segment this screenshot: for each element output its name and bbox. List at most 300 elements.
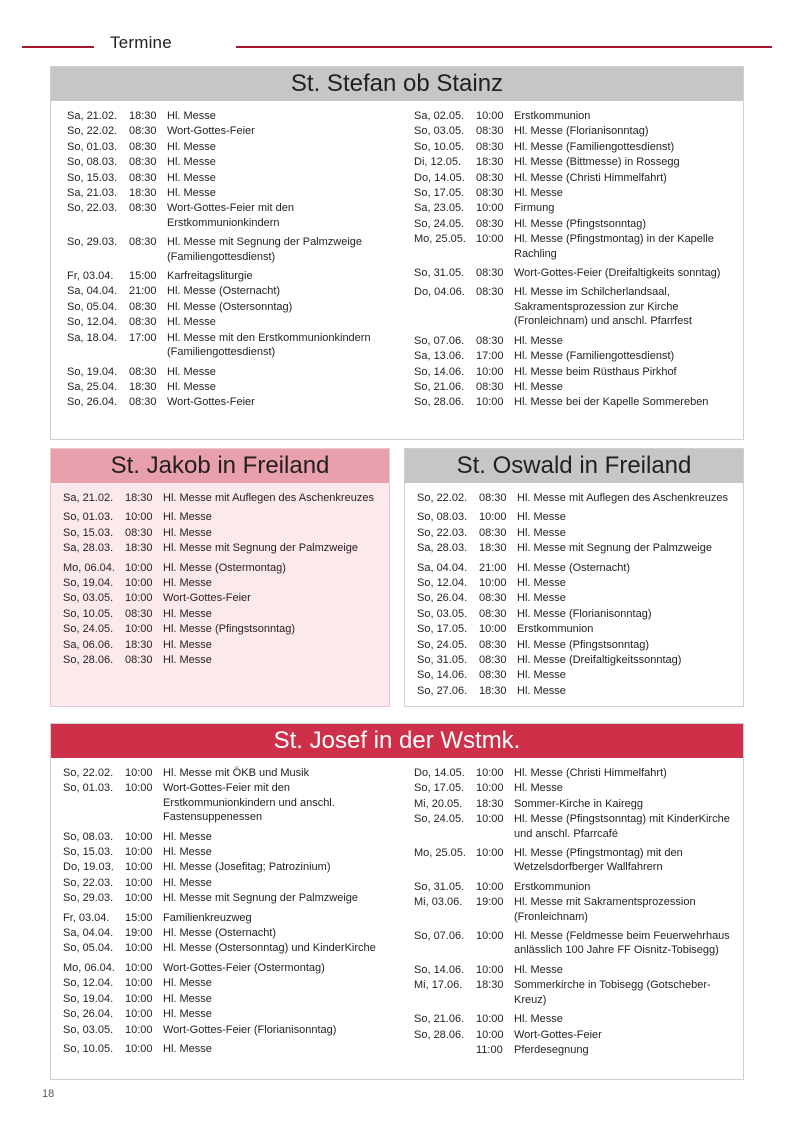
entry-date: So, 17.05. [414, 782, 465, 795]
entry-description: Hl. Messe [517, 669, 566, 682]
entry-description: Hl. Messe [167, 365, 216, 378]
entry-time: 08:30 [479, 592, 507, 605]
schedule-row [417, 557, 743, 576]
entry-time: 08:30 [476, 286, 504, 299]
entry-date: So, 27.06. [417, 684, 468, 697]
entry-time: 10:00 [479, 623, 507, 636]
schedule-row [414, 262, 743, 281]
entry-date: Sa, 13.06. [414, 350, 465, 363]
entry-date: So, 07.06. [414, 930, 465, 943]
entry-time: 11:00 [476, 1043, 503, 1056]
entry-time: 10:00 [476, 1028, 504, 1041]
schedule-row [63, 781, 396, 825]
schedule-row [414, 895, 743, 925]
schedule-row [63, 1023, 396, 1038]
entry-description: Hl. Messe [514, 963, 563, 976]
entry-description: Hl. Messe (Osternacht) [167, 285, 281, 298]
entry-date: Mi, 20.05. [414, 797, 463, 810]
schedule-row [414, 155, 743, 170]
header-rule-left [22, 46, 94, 48]
entry-description: Hl. Messe [167, 380, 216, 393]
entry-description: Hl. Messe [167, 140, 216, 153]
schedule-row [417, 491, 743, 506]
schedule-row [417, 622, 743, 637]
entry-date [414, 1043, 476, 1058]
entry-date: So, 03.05. [63, 592, 114, 605]
column-left [51, 109, 396, 411]
entry-description: Hl. Messe [167, 110, 216, 122]
entry-date: Sa, 04.04. [63, 927, 114, 940]
entry-date: So, 29.03. [67, 236, 118, 249]
entry-date: So, 03.05. [63, 1023, 114, 1036]
entry-time: 08:30 [125, 654, 153, 667]
entry-date: Sa, 21.02. [67, 110, 118, 122]
entry-description: Hl. Messe [167, 171, 216, 184]
entry-date: Sa, 21.03. [67, 187, 118, 200]
entry-date: So, 10.05. [63, 607, 114, 620]
entry-date: So, 10.05. [63, 1042, 114, 1055]
entry-date: So, 28.06. [63, 654, 114, 667]
entry-time: 10:00 [125, 992, 153, 1005]
schedule-table [414, 109, 743, 411]
schedule-row [67, 284, 396, 299]
entry-date: So, 19.04. [67, 365, 118, 378]
entry-date: So, 14.06. [414, 963, 465, 976]
entry-time: 18:30 [476, 797, 504, 810]
entry-time: 08:30 [129, 202, 157, 215]
entry-date: So, 15.03. [67, 171, 118, 184]
entry-description: Hl. Messe mit Auflegen des Aschenkreuzes [163, 492, 374, 504]
entry-date: So, 15.03. [63, 526, 114, 539]
entry-description: Hl. Messe mit Sakramentsprozession (Fronleichnam) [514, 896, 696, 923]
entry-time: 08:30 [125, 607, 153, 620]
column-right [396, 109, 743, 411]
entry-date: So, 08.03. [67, 156, 118, 169]
entry-description: Sommerkirche in Tobisegg (Gotscheber-Kreuz) [514, 979, 711, 1006]
entry-description: Wort-Gottes-Feier (Dreifaltigkeits sonntag) [514, 267, 721, 280]
entry-description: Wort-Gottes-Feier [167, 396, 255, 409]
entry-description: Hl. Messe (Familiengottesdienst) [514, 350, 675, 363]
entry-description: Wort-Gottes-Feier mit den Erstkommunionkindern und anschl. Fastensuppenessen [163, 782, 335, 824]
entry-description: Hl. Messe (Florianisonntag) [517, 607, 652, 620]
entry-time: 08:30 [129, 365, 157, 378]
entry-time: 08:30 [129, 156, 157, 169]
entry-description: Hl. Messe [514, 334, 563, 347]
section-st-jakob [50, 448, 390, 707]
entry-description: Erstkommunion [514, 110, 591, 122]
entry-time: 08:30 [129, 396, 157, 409]
entry-date: Sa, 02.05. [414, 110, 465, 122]
entry-description: Hl. Messe [517, 592, 566, 605]
entry-date: So, 28.06. [414, 396, 465, 409]
entry-date: Sa, 28.03. [417, 542, 468, 555]
schedule-row [63, 907, 396, 926]
schedule-table [67, 109, 396, 411]
entry-date: Do, 04.06. [414, 286, 465, 299]
schedule-row [63, 591, 389, 606]
entry-time: 18:30 [125, 542, 153, 555]
entry-time: 15:00 [129, 270, 157, 283]
entry-description: Hl. Messe [514, 1013, 563, 1026]
entry-date: Mo, 25.05. [414, 233, 466, 246]
entry-time: 10:00 [125, 561, 153, 574]
schedule-row [414, 365, 743, 380]
entry-description: Pferdesegnung [514, 1043, 589, 1056]
section-title-st-jakob: St. Jakob in Freiland [51, 449, 389, 483]
entry-time: 10:00 [125, 1042, 153, 1055]
schedule-row [67, 395, 396, 410]
entry-date: So, 12.04. [63, 977, 114, 990]
entry-date: Do, 14.05. [414, 767, 465, 779]
entry-description: Wort-Gottes-Feier mit den Erstkommunionkindern [167, 202, 294, 229]
schedule-row [414, 1043, 743, 1058]
entry-time: 10:00 [125, 861, 153, 874]
entry-time: 08:30 [479, 607, 507, 620]
entry-time: 10:00 [476, 110, 504, 122]
entry-time: 08:30 [479, 492, 507, 504]
column-right [396, 766, 743, 1058]
schedule-row [414, 140, 743, 155]
entry-date: So, 17.05. [417, 623, 468, 636]
entry-time: 10:00 [476, 782, 504, 795]
entry-description: Hl. Messe (Christi Himmelfahrt) [514, 171, 667, 184]
entry-description: Hl. Messe [163, 511, 212, 524]
entry-date: So, 22.02. [417, 492, 468, 504]
schedule-row [417, 684, 743, 699]
entry-date: So, 31.05. [414, 880, 465, 893]
section-title-st-stefan: St. Stefan ob Stainz [51, 67, 743, 101]
entry-date: So, 31.05. [414, 267, 465, 280]
schedule-row [414, 380, 743, 395]
entry-description: Hl. Messe [514, 187, 563, 200]
entry-description: Hl. Messe (Pfingstsonntag) [514, 217, 647, 230]
entry-date: Sa, 28.03. [63, 542, 114, 555]
entry-time: 10:00 [476, 963, 504, 976]
entry-description: Hl. Messe [517, 684, 566, 697]
schedule-row [63, 557, 389, 576]
entry-time: 10:00 [125, 577, 153, 590]
entry-date: Sa, 06.06. [63, 638, 114, 651]
entry-time: 18:30 [125, 638, 153, 651]
entry-date: Fr, 03.04. [67, 270, 114, 283]
entry-date: Di, 12.05. [414, 156, 462, 169]
entry-description: Hl. Messe mit Segnung der Palmzweige [163, 542, 359, 555]
section-body-st-oswald [405, 483, 743, 706]
entry-time: 08:30 [476, 380, 504, 393]
schedule-row [417, 653, 743, 668]
entry-description: Hl. Messe beim Rüsthaus Pirkhof [514, 365, 677, 378]
entry-description: Hl. Messe [163, 977, 212, 990]
entry-description: Hl. Messe (Christi Himmelfahrt) [514, 767, 667, 779]
schedule-row [67, 361, 396, 380]
schedule-row [414, 281, 743, 329]
entry-time: 10:00 [125, 623, 153, 636]
column-left [51, 766, 396, 1058]
entry-time: 10:00 [125, 1008, 153, 1021]
entry-description: Hl. Messe mit Segnung der Palmzweige [517, 542, 713, 555]
entry-description: Wort-Gottes-Feier [167, 125, 255, 138]
entry-date: So, 03.05. [414, 125, 465, 138]
schedule-row [414, 171, 743, 186]
entry-description: Hl. Messe (Osternacht) [517, 561, 631, 574]
entry-description: Hl. Messe (Florianisonntag) [514, 125, 649, 138]
entry-time: 08:30 [479, 669, 507, 682]
entry-description: Hl. Messe [517, 526, 566, 539]
entry-date: So, 15.03. [63, 846, 114, 859]
schedule-row [414, 978, 743, 1008]
entry-time: 18:30 [479, 542, 507, 555]
schedule-row [63, 526, 389, 541]
schedule-row [414, 959, 743, 978]
entry-description: Hl. Messe [167, 156, 216, 169]
schedule-row [63, 491, 389, 506]
schedule-table [63, 766, 396, 1057]
entry-date: So, 07.06. [414, 334, 465, 347]
section-st-oswald [404, 448, 744, 707]
schedule-row [63, 941, 396, 956]
schedule-row [414, 124, 743, 139]
schedule-row [414, 186, 743, 201]
entry-date: So, 28.06. [414, 1028, 465, 1041]
entry-description: Hl. Messe mit Segnung der Palmzweige (Familiengottesdienst) [167, 236, 363, 263]
entry-date: Mi, 17.06. [414, 979, 463, 992]
schedule-row [417, 591, 743, 606]
entry-time: 08:30 [479, 654, 507, 667]
section-title-st-josef: St. Josef in der Wstmk. [51, 724, 743, 758]
entry-time: 08:30 [479, 638, 507, 651]
entry-date: So, 08.03. [63, 830, 114, 843]
entry-date: So, 22.03. [67, 202, 118, 215]
entry-date: So, 17.05. [414, 187, 465, 200]
entry-time: 10:00 [479, 511, 507, 524]
entry-time: 18:30 [129, 110, 157, 122]
entry-description: Hl. Messe [514, 782, 563, 795]
entry-description: Hl. Messe (Josefitag; Patrozinium) [163, 861, 331, 874]
entry-time: 08:30 [476, 267, 504, 280]
entry-time: 08:30 [476, 217, 504, 230]
entry-date: So, 21.06. [414, 380, 465, 393]
schedule-row [414, 395, 743, 410]
entry-time: 10:00 [125, 767, 153, 779]
entry-description: Hl. Messe [167, 187, 216, 200]
schedule-row [63, 541, 389, 556]
schedule-row [417, 668, 743, 683]
entry-time: 08:30 [476, 140, 504, 153]
schedule-row [63, 766, 396, 781]
entry-date: So, 22.03. [417, 526, 468, 539]
entry-description: Hl. Messe mit den Erstkommunionkindern (Familiengottesdienst) [167, 331, 371, 359]
schedule-row [414, 766, 743, 781]
entry-date: So, 31.05. [417, 654, 468, 667]
schedule-row [414, 330, 743, 349]
schedule-row [417, 607, 743, 622]
entry-time: 10:00 [125, 1023, 153, 1036]
entry-description: Hl. Messe [514, 380, 563, 393]
entry-time: 08:30 [125, 526, 153, 539]
entry-time: 17:00 [129, 331, 157, 344]
entry-time: 10:00 [125, 830, 153, 843]
schedule-row [67, 124, 396, 139]
entry-time: 18:30 [476, 979, 504, 992]
entry-time: 08:30 [476, 187, 504, 200]
entry-date: So, 26.04. [63, 1008, 114, 1021]
schedule-row [414, 217, 743, 232]
entry-time: 18:30 [129, 380, 157, 393]
entry-time: 10:00 [476, 202, 504, 215]
schedule-row [63, 976, 396, 991]
entry-description: Hl. Messe [163, 526, 212, 539]
entry-date: So, 03.05. [417, 607, 468, 620]
entry-description: Hl. Messe [163, 846, 212, 859]
entry-time: 08:30 [129, 171, 157, 184]
entry-date: So, 14.06. [417, 669, 468, 682]
schedule-row [63, 1038, 396, 1057]
entry-date: So, 05.04. [67, 300, 118, 313]
entry-description: Hl. Messe (Pfingstmontag) mit den Wetzelsdorfberger Wallfahrern [514, 847, 683, 874]
entry-description: Hl. Messe [517, 577, 566, 590]
section-body-st-stefan [51, 101, 743, 439]
entry-description: Hl. Messe bei der Kapelle Sommereben [514, 396, 709, 409]
schedule-row [67, 331, 396, 361]
entry-description: Hl. Messe (Dreifaltigkeitssonntag) [517, 654, 682, 667]
schedule-row [414, 812, 743, 842]
entry-description: Hl. Messe (Feldmesse beim Feuerwehrhaus anlässlich 100 Jahre FF Oisnitz-Tobisegg) [514, 930, 730, 957]
entry-date: So, 12.04. [417, 577, 468, 590]
entry-time: 10:00 [476, 365, 504, 378]
schedule-row [63, 992, 396, 1007]
entry-date: So, 19.04. [63, 577, 114, 590]
schedule-row [414, 232, 743, 262]
entry-time: 10:00 [476, 813, 504, 826]
section-body-st-josef [51, 758, 743, 1079]
schedule-row [67, 201, 396, 231]
schedule-row [67, 140, 396, 155]
entry-date: Mo, 06.04. [63, 961, 115, 974]
entry-date: So, 19.04. [63, 992, 114, 1005]
entry-date: So, 24.05. [63, 623, 114, 636]
entry-date: So, 12.04. [67, 316, 118, 329]
entry-description: Hl. Messe [163, 607, 212, 620]
entry-description: Wort-Gottes-Feier [514, 1028, 602, 1041]
entry-date: So, 22.02. [63, 767, 114, 779]
entry-time: 10:00 [125, 592, 153, 605]
entry-time: 08:30 [476, 125, 504, 138]
schedule-row [63, 891, 396, 906]
entry-time: 18:30 [479, 684, 507, 697]
entry-date: Sa, 21.02. [63, 492, 114, 504]
section-st-stefan [50, 66, 744, 440]
entry-description: Hl. Messe (Pfingstsonntag) mit KinderKirche und anschl. Pfarrcafé [514, 813, 730, 840]
schedule-row [63, 1007, 396, 1022]
entry-description: Karfreitagsliturgie [167, 270, 253, 283]
schedule-row [417, 638, 743, 653]
section-body-st-jakob [51, 483, 389, 706]
entry-time: 10:00 [476, 847, 504, 860]
schedule-table [417, 491, 743, 699]
entry-time: 15:00 [125, 911, 153, 924]
entry-date: So, 21.06. [414, 1013, 465, 1026]
entry-time: 10:00 [476, 767, 504, 779]
schedule-row [63, 826, 396, 845]
entry-time: 10:00 [476, 880, 504, 893]
entry-date: So, 22.02. [67, 125, 118, 138]
entry-date: So, 24.05. [414, 217, 465, 230]
entry-description: Erstkommunion [517, 623, 594, 636]
entry-time: 08:30 [129, 300, 157, 313]
entry-time: 10:00 [125, 511, 153, 524]
entry-description: Hl. Messe im Schilcherlandsaal, Sakramentsprozession zur Kirche (Fronleichnam) und anschl. Pfarrfest [514, 286, 692, 328]
schedule-row [67, 171, 396, 186]
schedule-row [63, 653, 389, 668]
entry-time: 10:00 [476, 930, 504, 943]
entry-description: Hl. Messe (Pfingstsonntag) [517, 638, 650, 651]
entry-date: Mo, 06.04. [63, 561, 115, 574]
entry-description: Hl. Messe (Ostersonntag) und KinderKirche [163, 942, 376, 955]
entry-date: So, 01.03. [67, 140, 118, 153]
entry-time: 19:00 [476, 896, 504, 909]
schedule-row [63, 926, 396, 941]
entry-description: Hl. Messe [163, 992, 212, 1005]
entry-time: 18:30 [476, 156, 504, 169]
entry-date: Sa, 04.04. [417, 561, 468, 574]
schedule-row [63, 638, 389, 653]
schedule-row [67, 265, 396, 284]
entry-date: Sa, 23.05. [414, 202, 465, 215]
section-st-josef [50, 723, 744, 1080]
entry-description: Hl. Messe [163, 638, 212, 651]
entry-time: 21:00 [479, 561, 507, 574]
entry-date: So, 26.04. [417, 592, 468, 605]
schedule-row [67, 315, 396, 330]
page-title: Termine [110, 33, 172, 52]
entry-date: So, 14.06. [414, 365, 465, 378]
entry-description: Hl. Messe [163, 830, 212, 843]
entry-description: Hl. Messe (Ostermontag) [163, 561, 286, 574]
entry-time: 10:00 [125, 977, 153, 990]
schedule-row [414, 842, 743, 876]
entry-time: 10:00 [476, 1013, 504, 1026]
entry-description: Wort-Gottes-Feier (Ostermontag) [163, 961, 325, 974]
entry-time: 10:00 [476, 396, 504, 409]
entry-time: 10:00 [125, 942, 153, 955]
entry-date: Sa, 18.04. [67, 331, 118, 344]
entry-time: 08:30 [129, 316, 157, 329]
entry-time: 08:30 [476, 334, 504, 347]
entry-description: Erstkommunion [514, 880, 591, 893]
schedule-row [417, 576, 743, 591]
entry-time: 10:00 [476, 233, 504, 246]
entry-time: 08:30 [129, 125, 157, 138]
page-number: 18 [42, 1088, 55, 1100]
entry-date: Do, 14.05. [414, 171, 465, 184]
schedule-row [414, 201, 743, 216]
schedule-row [414, 1028, 743, 1043]
entry-date: Do, 19.03. [63, 861, 114, 874]
entry-description: Hl. Messe [163, 577, 212, 590]
entry-date: So, 01.03. [63, 782, 114, 795]
entry-description: Hl. Messe (Osternacht) [163, 927, 277, 940]
schedule-row [63, 506, 389, 525]
schedule-row [414, 1008, 743, 1027]
entry-description: Hl. Messe [517, 511, 566, 524]
schedule-row [417, 506, 743, 525]
entry-date: Mi, 03.06. [414, 896, 463, 909]
entry-description: Wort-Gottes-Feier [163, 592, 251, 605]
schedule-row [63, 845, 396, 860]
entry-time: 08:30 [476, 171, 504, 184]
section-title-st-oswald: St. Oswald in Freiland [405, 449, 743, 483]
entry-time: 18:30 [125, 492, 153, 504]
